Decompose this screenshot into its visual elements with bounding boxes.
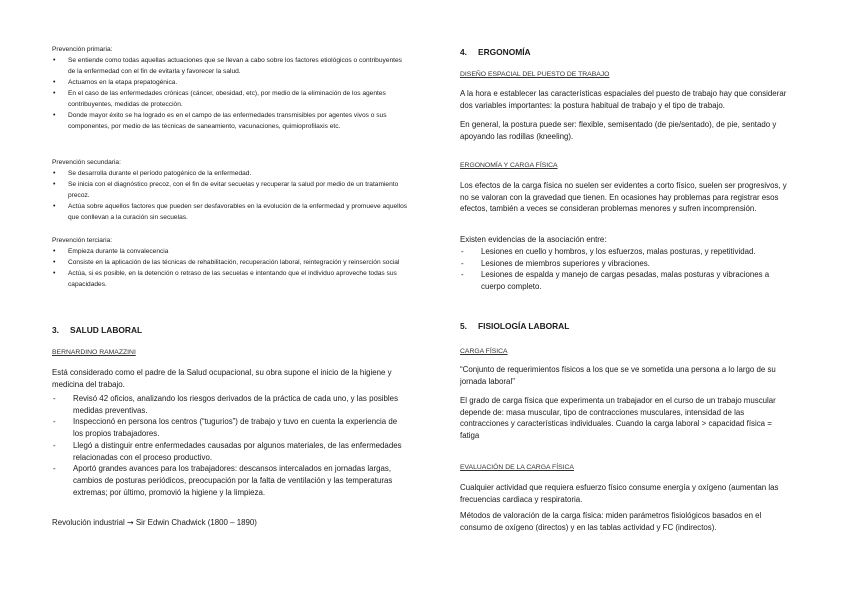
- secondary-prevention-block: [52, 157, 408, 223]
- ramazzini-list: [52, 393, 408, 498]
- section-5-heading: [460, 321, 569, 332]
- list-item: • Se inicia con el diagnóstico precoz, con el fin de evitar secuelas y recuperar la salud por medio de un tratamiento precoz.: [52, 179, 408, 201]
- list-item: - Inspeccionó en persona los centros (“tugurios”) de trabajo y tuvo en cuenta la experiencia de los propios trabajadores.: [52, 416, 408, 439]
- section-title: ERGONOMÍA: [478, 47, 531, 57]
- arrow-right-icon: →: [127, 518, 134, 527]
- posture-paragraph: En general, la postura puede ser: flexible, semisentado (de pie/sentado), de pie, sentado y apoyando las rodillas (kneeling).: [460, 120, 777, 141]
- physical-load-paragraph: El grado de carga física que experimenta un trabajador en el curso de un trabajo muscular depende de: masa muscular, tipo de contracciones musculares, intensidad de las contracciones y características individuales. Cuando la carga laboral > capacidad física = fatiga: [460, 396, 776, 441]
- section-number: 5.: [460, 321, 467, 331]
- section-3-heading: [52, 325, 142, 336]
- section-title: FISIOLOGÍA LABORAL: [478, 321, 570, 331]
- tertiary-prevention-block: [52, 235, 408, 290]
- list-item: • Se entiende como todas aquellas actuaciones que se llevan a cabo sobre los factores etiológicos o contribuyentes de la enfermedad con el fin de evitarla y favorecer la salud.: [52, 55, 408, 77]
- section-number: 4.: [460, 47, 467, 57]
- evidence-intro: Existen evidencias de la asociación entre:: [460, 235, 607, 244]
- load-evaluation-subheading: EVALUACIÓN DE LA CARGA FÍSICA: [460, 464, 574, 471]
- ramazzini-intro: Está considerado como el padre de la Salud ocupacional, su obra supone el inicio de la higiene y medicina del trabajo.: [52, 368, 392, 389]
- evaluation-methods-paragraph: Métodos de valoración de la carga física: miden parámetros fisiológicos basados en el consumo de oxígeno (directos) y en las tablas actividad y FC (indirectos).: [460, 511, 762, 532]
- list-item: - Revisó 42 oficios, analizando los riesgos derivados de la práctica de cada uno, y las posibles medidas preventivas.: [52, 393, 408, 416]
- primary-prevention-title: Prevención primaria:: [52, 46, 113, 53]
- load-effects-paragraph: Los efectos de la carga física no suelen ser evidentes a corto físico, suelen ser progresivos, y no se valoran con la gravedad que tienen. En ocasiones hay problemas para registrar esos efectos, también a veces se consideran problemas menores y sufren incomprensión.: [460, 181, 787, 214]
- ergonomics-load-subheading: ERGONOMÍA Y CARGA FÍSICA: [460, 162, 558, 169]
- list-item: - Aportó grandes avances para los trabajadores: descansos intercalados en jornadas largas, cambios de posturas periódicos, preocupación por la falta de ventilación y las temperaturas extremas; por último, promovió la higiene y la limpieza.: [52, 463, 408, 498]
- primary-prevention-block: [52, 44, 408, 132]
- physical-load-quote: “Conjunto de requerimientos físicos a los que se ve sometida una persona a lo largo de su jornada laboral”: [460, 365, 776, 386]
- ramazzini-subheading: BERNARDINO RAMAZZINI: [52, 349, 136, 356]
- list-item: - Lesiones de miembros superiores y vibraciones.: [460, 258, 790, 270]
- list-item: • Actúa, si es posible, en la detención o retraso de las secuelas e intentando que el individuo aproveche todas sus capacidades.: [52, 268, 408, 290]
- list-item: - Lesiones en cuello y hombros, y los esfuerzos, malas posturas, y repetitividad.: [460, 246, 790, 258]
- industrial-revolution-line: [52, 517, 408, 529]
- list-item: • Consiste en la aplicación de las técnicas de rehabilitación, recuperación laboral, reintegración y reinserción social: [52, 257, 408, 268]
- workspace-design-paragraph: A la hora e establecer las características espaciales del puesto de trabajo hay que considerar dos variables importantes: la postura habitual de trabajo y el tipo de trabajo.: [460, 89, 787, 110]
- physical-load-subheading: CARGA FÍSICA: [460, 348, 508, 355]
- tertiary-prevention-list: [52, 246, 408, 290]
- list-item: • Se desarrolla durante el período patogénico de la enfermedad.: [52, 168, 408, 179]
- list-item: • Empieza durante la convalecencia: [52, 246, 408, 257]
- secondary-prevention-title: Prevención secundaria:: [52, 159, 121, 166]
- evidence-list: [460, 246, 790, 293]
- list-item: • En el caso de las enfermedades crónicas (cáncer, obesidad, etc), por medio de la eliminación de los agentes contribuyentes, medidas de protección.: [52, 88, 408, 110]
- list-item: • Donde mayor éxito se ha logrado es en el campo de las enfermedades transmisibles por agentes vivos o sus componentes, por medio de las técnicas de saneamiento, vacunaciones, quimioprofilaxis etc.: [52, 110, 408, 132]
- list-item: • Actúa sobre aquellos factores que pueden ser desfavorables en la evolución de la enfermedad y promueve aquellos que conllevan a la curación sin secuelas.: [52, 201, 408, 223]
- list-item: - Llegó a distinguir entre enfermedades causadas por algunos materiales, de las enfermedades relacionadas con el proceso productivo.: [52, 440, 408, 463]
- workspace-design-subheading: DISEÑO ESPACIAL DEL PUESTO DE TRABAJO: [460, 71, 610, 78]
- revolution-label: Revolución industrial: [52, 518, 125, 527]
- primary-prevention-list: [52, 55, 408, 132]
- tertiary-prevention-title: Prevención terciaria:: [52, 237, 113, 244]
- energy-consumption-paragraph: Cualquier actividad que requiera esfuerzo físico consume energía y oxígeno (aumentan las frecuencias cardiaca y respiratoria.: [460, 483, 779, 504]
- section-number: 3.: [52, 325, 59, 335]
- list-item: - Lesiones de espalda y manejo de cargas pesadas, malas posturas y vibraciones a cuerpo completo.: [460, 269, 790, 292]
- section-4-heading: [460, 47, 531, 58]
- section-title: SALUD LABORAL: [70, 325, 143, 335]
- list-item: • Actuamos en la etapa prepatogénica.: [52, 77, 408, 88]
- secondary-prevention-list: [52, 168, 408, 223]
- revolution-target: Sir Edwin Chadwick (1800 – 1890): [135, 518, 257, 527]
